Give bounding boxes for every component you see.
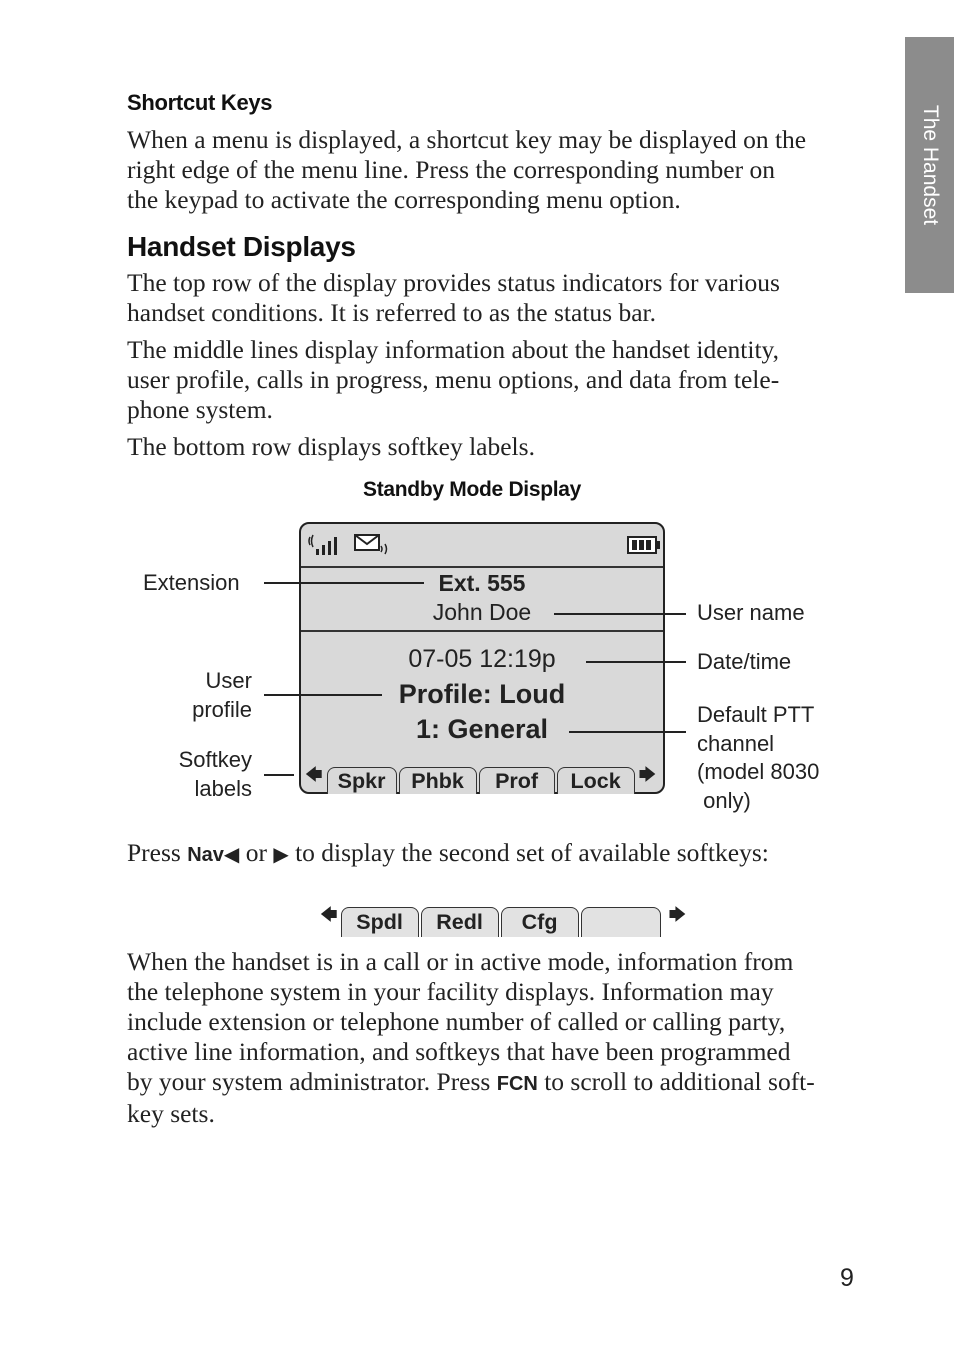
softkey-bar — [305, 762, 656, 794]
callout-extension: Extension — [143, 570, 240, 595]
shortcut-line: right edge of the menu line. Press the corresponding number on — [127, 155, 775, 184]
displays-line: user profile, calls in progress, menu options, and data from tele- — [127, 365, 780, 394]
side-tab-label: The Handset — [918, 104, 942, 226]
triangle-left-icon: ◀ — [223, 842, 240, 866]
callout-ptt-channel — [697, 701, 819, 815]
callout-user-name: User name — [697, 600, 805, 625]
shortcut-heading: Shortcut Keys — [127, 90, 273, 115]
shortcut-paragraph — [127, 125, 887, 215]
displays-paragraph-1 — [127, 268, 887, 328]
status-bar-divider — [301, 566, 663, 568]
active-mode-line: the telephone system in your facility displays. Information may — [127, 977, 774, 1006]
leader-softkey-labels — [264, 774, 294, 776]
softkey-phbk[interactable]: Phbk — [399, 767, 477, 794]
leader-user-profile — [264, 694, 382, 696]
softkey-spkr[interactable]: Spkr — [327, 767, 397, 794]
displays-line: The top row of the display provides status indicators for various — [127, 268, 780, 297]
callout-ptt-line: (model 8030 — [697, 759, 820, 784]
active-mode-line: include extension or telephone number of called or calling party, — [127, 1007, 786, 1036]
active-mode-paragraph — [127, 947, 897, 1129]
battery-icon — [627, 535, 661, 555]
screen-extension: Ext. 555 — [438, 570, 526, 596]
arrow-left-icon: 🡄 — [305, 765, 323, 785]
active-mode-text: to scroll to additional soft- — [537, 1067, 815, 1096]
screen-datetime: 07-05 12:19p — [408, 645, 556, 673]
leader-ptt — [569, 731, 686, 733]
callout-ptt-line: channel — [697, 730, 775, 756]
arrow-left-icon: 🡄 — [320, 905, 338, 925]
nav-key-label: Nav — [187, 844, 224, 866]
callout-softkey-labels-line: Softkey — [178, 747, 252, 772]
message-waiting-icon — [353, 532, 391, 558]
press-nav-line — [127, 838, 769, 870]
callout-user-profile-line: profile — [192, 696, 252, 722]
press-text: or — [239, 838, 274, 867]
callout-user-profile-line: User — [205, 668, 252, 693]
figure-caption: Standby Mode Display — [363, 478, 582, 501]
displays-heading: Handset Displays — [127, 231, 356, 262]
leader-extension — [264, 582, 424, 584]
triangle-right-icon: ▶ — [273, 842, 289, 866]
screen-profile: Profile: Loud — [398, 679, 566, 709]
displays-paragraph-2 — [127, 335, 887, 425]
press-text: to display the second set of available softkeys: — [288, 838, 769, 867]
softkey-lock[interactable]: Lock — [557, 767, 635, 794]
callout-datetime: Date/time — [697, 649, 792, 674]
displays-paragraph-3: The bottom row displays softkey labels. — [127, 432, 535, 461]
shortcut-line: When a menu is displayed, a shortcut key may be displayed on the — [127, 125, 807, 154]
softkey-empty[interactable] — [581, 907, 661, 937]
arrow-right-icon: 🡆 — [638, 765, 657, 785]
softkey-spdl[interactable]: Spdl — [341, 907, 419, 937]
callout-softkey-labels-line: labels — [194, 775, 252, 801]
signal-strength-icon — [307, 533, 343, 557]
page-number: 9 — [840, 1264, 854, 1292]
active-mode-line: active line information, and softkeys that have been programmed — [127, 1037, 791, 1066]
leader-datetime — [586, 661, 686, 663]
softkey-redl[interactable]: Redl — [421, 907, 499, 937]
displays-line: The middle lines display information about the handset identity, — [127, 335, 780, 364]
fcn-key-label: FCN — [496, 1073, 538, 1095]
softkey-prof[interactable]: Prof — [479, 767, 555, 794]
callout-softkey-labels — [150, 746, 252, 803]
callout-ptt-line: Default PTT — [697, 702, 815, 727]
second-softkey-bar — [320, 902, 686, 937]
softkey-cfg[interactable]: Cfg — [501, 907, 579, 937]
screen-ptt-channel: 1: General — [415, 714, 549, 744]
press-text: Press — [127, 838, 188, 867]
leader-user-name — [554, 613, 686, 615]
identity-divider — [301, 630, 663, 632]
active-mode-line — [127, 1067, 897, 1099]
displays-line: phone system. — [127, 395, 273, 424]
callout-user-profile — [150, 667, 252, 724]
active-mode-line: key sets. — [127, 1099, 215, 1128]
callout-ptt-line: only) — [697, 787, 751, 813]
shortcut-line: the keypad to activate the corresponding menu option. — [127, 185, 681, 214]
handset-screen — [299, 522, 665, 794]
active-mode-line: When the handset is in a call or in active mode, information from — [127, 947, 794, 976]
active-mode-text: by your system administrator. Press — [127, 1067, 497, 1096]
arrow-right-icon: 🡆 — [668, 905, 687, 925]
displays-line: handset conditions. It is referred to as the status bar. — [127, 298, 656, 327]
side-tab — [905, 37, 954, 293]
screen-user-name: John Doe — [432, 599, 532, 625]
